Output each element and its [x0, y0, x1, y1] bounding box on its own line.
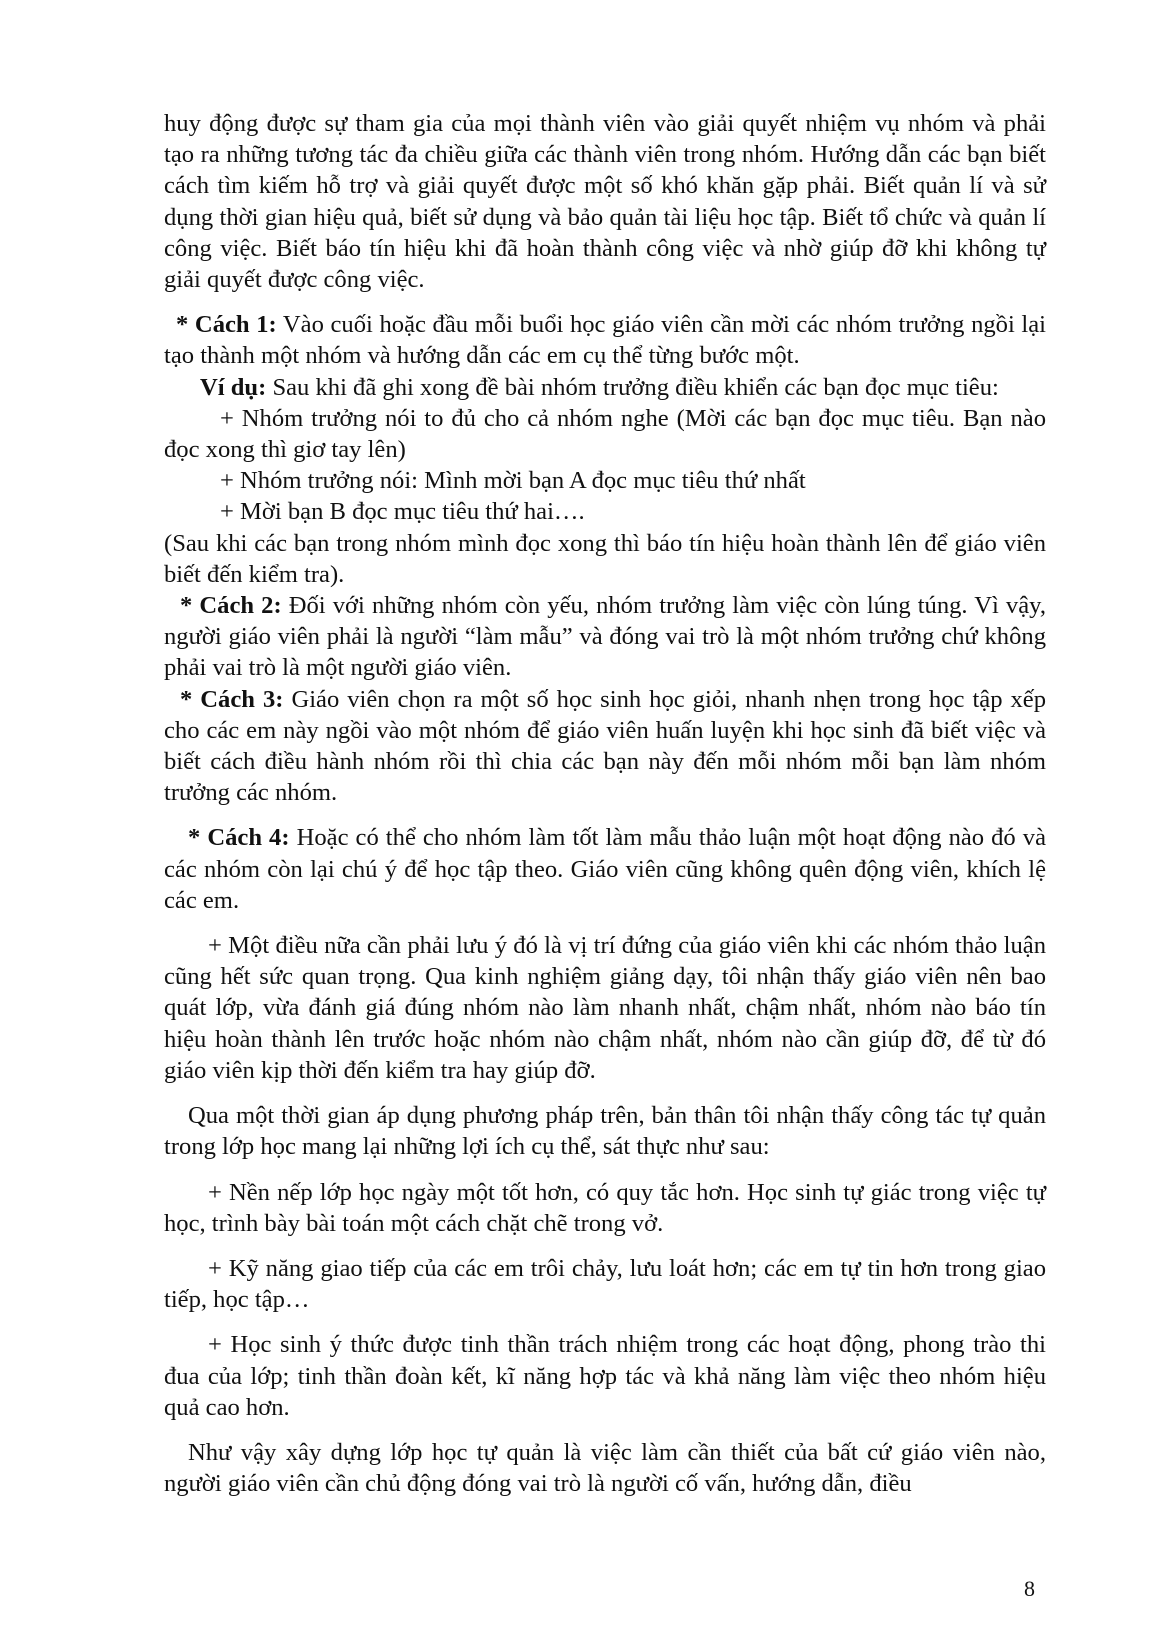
paragraph-group-work: huy động được sự tham gia của mọi thành viên vào giải quyết nhiệm vụ nhóm và phải tạo ra những tương tác đa chiều giữa các thành viên trong nhóm. Hướng dẫn các bạn biết cách tìm kiếm hỗ trợ và giải quyết được một số khó khăn gặp phải. Biết quản lí và sử dụng thời gian hiệu quả, biết sử dụng và bảo quản tài liệu học tập. Biết tổ chức và quản lí công việc. Biết báo tín hiệu khi đã hoàn thành công việc và nhờ giúp đỡ khi không tự giải quyết được công việc.: [164, 110, 1046, 294]
result-item: + Kỹ năng giao tiếp của các em trôi chảy, lưu loát hơn; các em tự tin hơn trong giao tiếp, học tập…: [164, 1254, 1046, 1314]
page-content: [164, 108, 1046, 1499]
paragraph-results-intro: Qua một thời gian áp dụng phương pháp trên, bản thân tôi nhận thấy công tác tự quản trong lớp học mang lại những lợi ích cụ thể, sát thực như sau:: [164, 1102, 1046, 1161]
paragraph-teacher-position: + Một điều nữa cần phải lưu ý đó là vị trí đứng của giáo viên khi các nhóm thảo luận cũng hết sức quan trọng. Qua kinh nghiệm giảng dạy, tôi nhận thấy giáo viên nên bao quát lớp, vừa đánh giá đúng nhóm nào làm nhanh nhất, chậm nhất, nhóm nào báo tín hiệu hoàn thành lên trước hoặc nhóm nào chậm nhất, nhóm nào cần giúp đỡ, để từ đó giáo viên kịp thời đến kiểm tra hay giúp đỡ.: [164, 932, 1046, 1084]
paragraph-method-3: [164, 684, 1046, 809]
method-label: * Cách 4:: [188, 824, 290, 852]
paragraph-text: Giáo viên chọn ra một số học sinh học giỏi, nhanh nhẹn trong học tập xếp cho các em này ngồi vào một nhóm để giáo viên huấn luyện khi học sinh đã biết việc và biết cách điều hành nhóm rồi thì chia các bạn này đến mỗi nhóm mỗi bạn làm nhóm trưởng các nhóm.: [164, 685, 1046, 807]
example-label: Ví dụ:: [200, 373, 267, 401]
paragraph-conclusion: Như vậy xây dựng lớp học tự quản là việc làm cần thiết của bất cứ giáo viên nào, người giáo viên cần chủ động đóng vai trò là người cố vấn, hướng dẫn, điều: [164, 1438, 1046, 1498]
paragraph-method-2: [164, 590, 1046, 684]
result-item: + Học sinh ý thức được tinh thần trách nhiệm trong các hoạt động, phong trào thi đua của lớp; tinh thần đoàn kết, kĩ năng hợp tác và khả năng làm việc theo nhóm hiệu quả cao hơn.: [164, 1331, 1046, 1421]
paragraph-text: Vào cuối hoặc đầu mỗi buổi học giáo viên cần mời các nhóm trưởng ngồi lại tạo thành một nhóm và hướng dẫn các em cụ thể từng bước một.: [164, 311, 1047, 370]
list-item: + Nhóm trưởng nói: Mình mời bạn A đọc mục tiêu thứ nhất: [220, 467, 806, 495]
paragraph-method-1: [164, 309, 1046, 371]
page-number: 8: [1024, 1576, 1035, 1601]
list-item: + Mời bạn B đọc mục tiêu thứ hai….: [220, 498, 585, 526]
method-label: * Cách 2:: [180, 592, 282, 620]
list-item: + Nhóm trưởng nói to đủ cho cả nhóm nghe (Mời các bạn đọc mục tiêu. Bạn nào đọc xong thì giơ tay lên): [164, 404, 1046, 464]
paragraph-text: Sau khi đã ghi xong đề bài nhóm trưởng điều khiển các bạn đọc mục tiêu:: [266, 373, 999, 401]
method-label: * Cách 3:: [180, 685, 284, 713]
paragraph-text: Hoặc có thể cho nhóm làm tốt làm mẫu thảo luận một hoạt động nào đó và các nhóm còn lại chú ý để học tập theo. Giáo viên cũng không quên động viên, khích lệ các em.: [164, 824, 1046, 914]
paragraph-method-4: [164, 822, 1046, 916]
result-item: + Nền nếp lớp học ngày một tốt hơn, có quy tắc hơn. Học sinh tự giác trong việc tự học, trình bày bài toán một cách chặt chẽ trong vở.: [164, 1178, 1046, 1237]
paragraph-text: Đối với những nhóm còn yếu, nhóm trưởng làm việc còn lúng túng. Vì vậy, người giáo viên phải là người “làm mẫu” và đóng vai trò là một nhóm trưởng chứ không phải vai trò là một người giáo viên.: [164, 592, 1046, 682]
paragraph-example: [164, 372, 1046, 403]
method-label: * Cách 1:: [176, 311, 277, 339]
paragraph-note: (Sau khi các bạn trong nhóm mình đọc xong thì báo tín hiệu hoàn thành lên để giáo viên biết đến kiểm tra).: [164, 529, 1046, 588]
